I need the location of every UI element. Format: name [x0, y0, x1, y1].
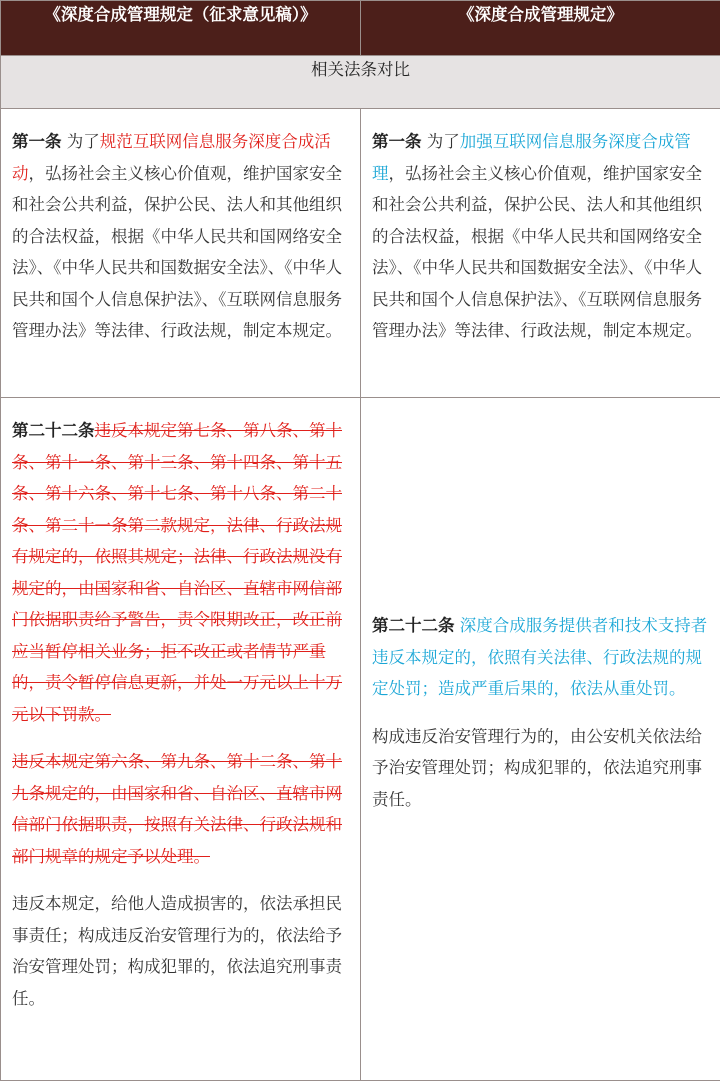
subheader-label: 相关法条对比 — [1, 56, 720, 109]
header-draft-title: 《深度合成管理规定（征求意见稿）》 — [1, 1, 361, 56]
draft-article-22-para-1 — [12, 415, 348, 730]
final-article-1-cell — [361, 109, 720, 398]
changed-text: 深度合成服务提供者和技术支持者违反本规定的，依照有关法律、行政法规的规定处罚；造成严重后果的，依法从重处罚。 — [372, 616, 707, 698]
table-header-row — [1, 1, 720, 56]
article-number: 第一条 — [372, 132, 422, 151]
deleted-text: 违反本规定第六条、第九条、第十二条、第十九条规定的，由国家和省、自治区、直辖市网信部门依据职责，按照有关法律、行政法规和部门规章的规定予以处理。 — [12, 752, 342, 866]
final-article-22-para-2: 构成违反治安管理行为的，由公安机关依法给予治安管理处罚；构成犯罪的，依法追究刑事责任。 — [372, 721, 708, 816]
article-number: 第二十二条 — [12, 421, 95, 440]
draft-article-22-para-2 — [12, 746, 348, 872]
changed-text: 加强互联网信息服务深度合成管理 — [372, 132, 691, 183]
table-row-article-1 — [1, 109, 720, 398]
draft-article-22-para-3: 违反本规定，给他人造成损害的，依法承担民事责任；构成违反治安管理行为的，依法给予治安管理处罚；构成犯罪的，依法追究刑事责任。 — [12, 888, 348, 1014]
draft-article-1-cell — [1, 109, 361, 398]
final-article-1-text — [372, 126, 708, 347]
final-article-22-para-1 — [372, 610, 708, 705]
final-article-22-cell — [361, 398, 720, 1081]
article-lead: 为了 — [62, 132, 100, 151]
deleted-text: 违反本规定第七条、第八条、第十条、第十一条、第十三条、第十四条、第十五条、第十六条、第十七条、第十八条、第二十条、第二十一条第二款规定，法律、行政法规有规定的，依照其规定；法律、行政法规没有规定的，由国家和省、自治区、直辖市网信部门依据职责给予警告，责令限期改正，改正前应当暂停相关业务；拒不改正或者情节严重的，责令暂停信息更新，并处一万元以上十万元以下罚款。 — [12, 421, 342, 724]
article-body: ，弘扬社会主义核心价值观，维护国家安全和社会公共利益，保护公民、法人和其他组织的合法权益，根据《中华人民共和国网络安全法》、《中华人民共和国数据安全法》、《中华人民共和国个人信息保护法》、《互联网信息服务管理办法》等法律、行政法规，制定本规定。 — [372, 164, 702, 341]
draft-article-1-text — [12, 126, 348, 347]
subheader-row — [1, 56, 720, 109]
article-body: ，弘扬社会主义核心价值观，维护国家安全和社会公共利益，保护公民、法人和其他组织的合法权益，根据《中华人民共和国网络安全法》、《中华人民共和国数据安全法》、《中华人民共和国个人信息保护法》、《互联网信息服务管理办法》等法律、行政法规，制定本规定。 — [12, 164, 342, 341]
draft-article-22-cell — [1, 398, 361, 1081]
table-row-article-22 — [1, 398, 720, 1081]
changed-text: 规范互联网信息服务深度合成活动 — [12, 132, 331, 183]
article-number: 第一条 — [12, 132, 62, 151]
article-number: 第二十二条 — [372, 616, 455, 635]
header-final-title: 《深度合成管理规定》 — [361, 1, 720, 56]
article-lead: 为了 — [422, 132, 460, 151]
